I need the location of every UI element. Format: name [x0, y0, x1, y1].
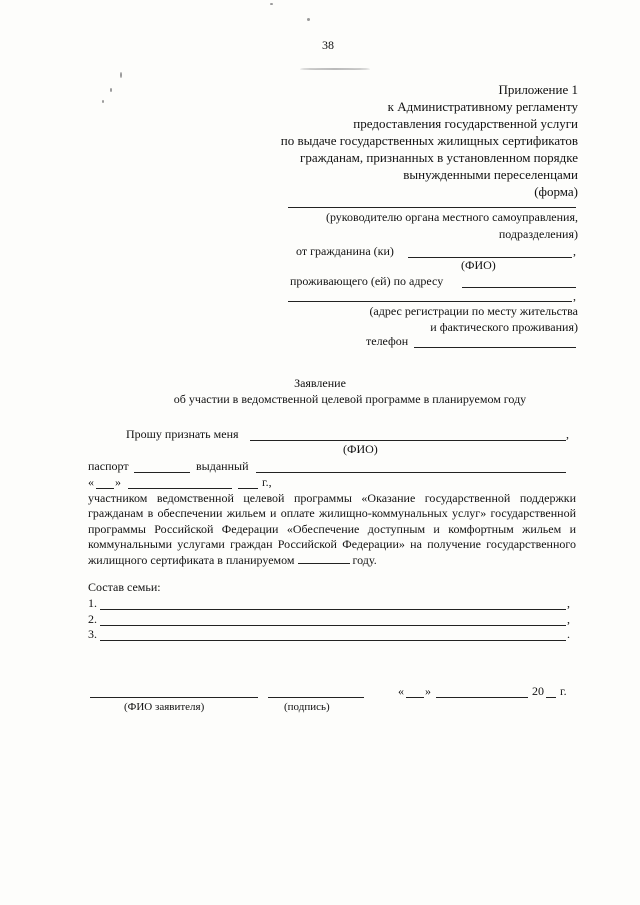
sign-year-suffix: г. [560, 684, 567, 698]
page-number: 38 [322, 38, 334, 52]
scan-speck [110, 88, 112, 92]
sign-date-open-quote: « [398, 684, 404, 698]
address-line-1[interactable] [462, 287, 576, 288]
issue-month-line[interactable] [128, 488, 232, 489]
issued-label: выданный [196, 459, 249, 473]
year-word: году. [352, 552, 377, 567]
scan-speck [300, 68, 370, 70]
sign-year-prefix: 20 [532, 684, 544, 698]
request-label: Прошу признать меня [126, 427, 239, 441]
document-title: Заявление [294, 376, 346, 390]
paragraph-text: участником ведомственной целевой программы «Оказание государственной поддержки гражданам в обеспечении жильем и оплате жилищно-коммунальных услуг» государственной программы Российской Федерации «Обеспечение доступным и комфортным жильем и коммунальными услугами граждан Российской Федерации» на получение государственного жилищного сертификата в планируемом [88, 491, 576, 567]
phone-label: телефон [366, 334, 409, 348]
family-member-line[interactable] [100, 625, 566, 626]
appendix-line-6: вынужденными переселенцами [403, 167, 578, 182]
family-member-line[interactable] [100, 609, 566, 610]
address-comma: , [573, 289, 576, 303]
program-paragraph [88, 491, 576, 568]
appendix-line-2: к Административному регламенту [387, 99, 578, 114]
address-caption-1: (адрес регистрации по месту жительства [369, 304, 578, 318]
scan-speck [120, 72, 122, 78]
issued-by-line[interactable] [256, 472, 566, 473]
signature-caption: (подпись) [284, 701, 330, 713]
sign-day-line[interactable] [406, 697, 424, 698]
residing-label: проживающего (ей) по адресу [290, 274, 444, 288]
form-label: (форма) [534, 184, 578, 199]
passport-label: паспорт [88, 459, 129, 473]
signature-line[interactable] [268, 697, 364, 698]
family-label: Состав семьи: [88, 580, 161, 594]
issue-year-line[interactable] [238, 488, 258, 489]
request-fio-line[interactable] [250, 440, 566, 441]
issue-year-suffix: г., [262, 475, 272, 489]
sign-year-line[interactable] [546, 697, 556, 698]
passport-number-line[interactable] [134, 472, 190, 473]
fio-caption: (ФИО) [461, 258, 496, 272]
family-item-end: , [567, 596, 570, 610]
appendix-line-3: предоставления государственной услуги [353, 116, 578, 131]
head-caption-2: подразделения) [498, 227, 578, 241]
from-label: от гражданина (ки) [296, 244, 394, 258]
planned-year-line[interactable] [298, 553, 350, 564]
request-comma: , [566, 427, 569, 441]
applicant-fio-caption: (ФИО заявителя) [124, 701, 205, 713]
family-item-number: 1. [88, 596, 97, 610]
applicant-fio-line[interactable] [90, 697, 258, 698]
family-item-end: . [567, 627, 570, 641]
issue-day-line[interactable] [96, 488, 114, 489]
sign-date-close-quote: » [425, 684, 431, 698]
document-subtitle: об участии в ведомственной целевой программе в планируемом году [173, 392, 527, 406]
request-fio-caption: (ФИО) [343, 442, 378, 456]
appendix-line-1: Приложение 1 [498, 82, 578, 97]
family-member-line[interactable] [100, 640, 566, 641]
family-item-end: , [567, 612, 570, 626]
head-caption-1: (руководителю органа местного самоуправления, [325, 210, 578, 224]
scan-speck [270, 3, 273, 5]
appendix-line-5: гражданам, признанных в установленном порядке [299, 150, 578, 165]
date-open-quote: « [88, 475, 94, 489]
appendix-line-4: по выдаче государственных жилищных сертификатов [280, 133, 578, 148]
from-comma: , [573, 244, 576, 258]
family-item-number: 3. [88, 627, 97, 641]
head-name-line[interactable] [288, 207, 576, 208]
date-close-quote: » [115, 475, 121, 489]
address-caption-2: и фактического проживания) [430, 320, 578, 334]
phone-line[interactable] [414, 347, 576, 348]
family-item-number: 2. [88, 612, 97, 626]
scan-speck [307, 18, 310, 21]
scan-speck [102, 100, 104, 103]
address-line-2[interactable] [288, 301, 572, 302]
sign-month-line[interactable] [436, 697, 528, 698]
